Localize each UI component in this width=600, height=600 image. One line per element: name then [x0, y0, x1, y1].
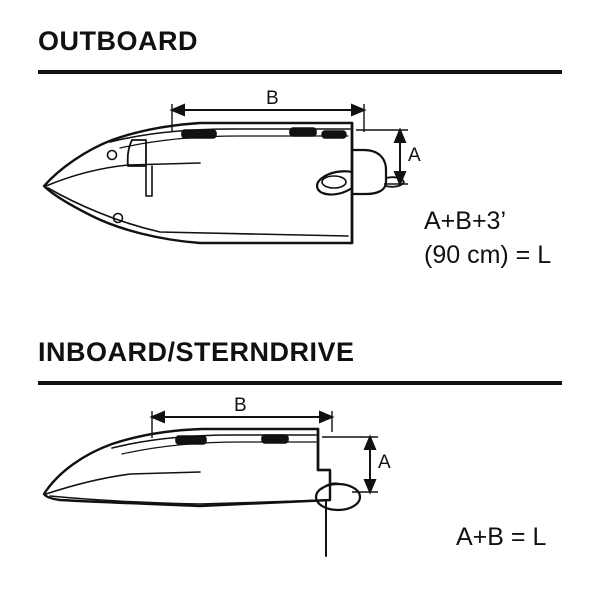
formula-inboard-line-1: A+B = L — [456, 523, 547, 551]
section-divider-outboard — [38, 70, 562, 74]
dimension-label-a-outboard: A — [408, 145, 421, 166]
dimension-label-a-inboard: A — [378, 452, 391, 473]
section-title-outboard: OUTBOARD — [38, 26, 198, 56]
section-divider-inboard-sterndrive — [38, 381, 562, 385]
boat-sterndrive-profile-icon — [44, 429, 360, 556]
formula-outboard-line-2: (90 cm) = L — [424, 241, 552, 269]
boat-outboard-profile-icon — [44, 123, 404, 243]
formula-outboard-line-1: A+B+3’ — [424, 207, 507, 235]
section-title-inboard-sterndrive: INBOARD/STERNDRIVE — [38, 337, 355, 367]
dimension-label-b-outboard: B — [266, 88, 279, 109]
dimension-arrow-a-outboard — [356, 130, 408, 184]
dimension-arrow-a-inboard — [322, 437, 378, 492]
dimension-label-b-inboard: B — [234, 395, 247, 416]
